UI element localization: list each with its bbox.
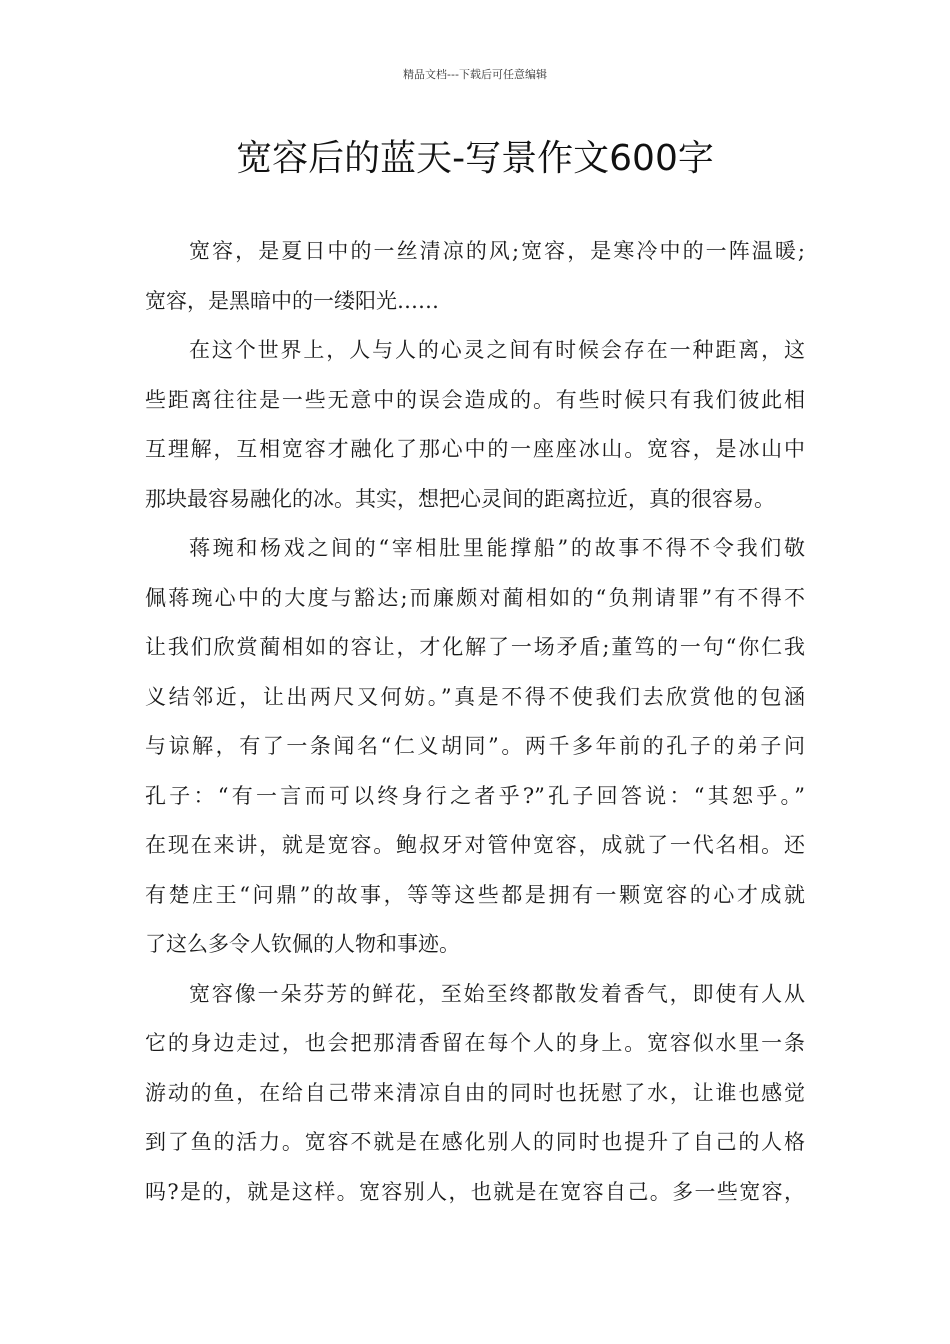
paragraph-line: 那块最容易融化的冰。其实，想把心灵间的距离拉近，真的很容易。 [145, 486, 775, 511]
paragraph-line: 些距离往往是一些无意中的误会造成的。有些时候只有我们彼此相 [145, 387, 805, 412]
paragraph-line: 宽容像一朵芬芳的鲜花，至始至终都散发着香气，即使有人从 [189, 981, 805, 1006]
paragraph-line: 到了鱼的活力。宽容不就是在感化别人的同时也提升了自己的人格 [145, 1130, 805, 1154]
paragraph-line: 孔子：“有一言而可以终身行之者乎?”孔子回答说：“其恕乎。” [145, 783, 805, 808]
paragraph-line: 蒋琬和杨戏之间的“宰相肚里能撑船”的故事不得不令我们敬 [189, 536, 805, 560]
paragraph-line: 吗?是的，就是这样。宽容别人，也就是在宽容自己。多一些宽容， [145, 1179, 805, 1204]
paragraph-line: 在现在来讲，就是宽容。鲍叔牙对管仲宽容，成就了一代名相。还 [145, 833, 805, 857]
paragraph-line: 它的身边走过，也会把那清香留在每个人的身上。宽容似水里一条 [145, 1031, 805, 1055]
paragraph-line: 在这个世界上，人与人的心灵之间有时候会存在一种距离，这 [189, 338, 805, 362]
page-header: 精品文档---下载后可任意编辑 [403, 68, 547, 81]
article-body [145, 233, 805, 1223]
paragraph-line: 互理解，互相宽容才融化了那心中的一座座冰山。宽容，是冰山中 [145, 437, 805, 461]
paragraph-line: 宽容，是夏日中的一丝清凉的风;宽容，是寒冷中的一阵温暖; [189, 239, 805, 263]
paragraph-line: 有楚庄王“问鼎”的故事，等等这些都是拥有一颗宽容的心才成就 [145, 882, 805, 907]
paragraph-line: 游动的鱼，在给自己带来清凉自由的同时也抚慰了水，让谁也感觉 [145, 1080, 805, 1105]
paragraph-line: 义结邻近，让出两尺又何妨。”真是不得不使我们去欣赏他的包涵 [145, 684, 805, 709]
paragraph-line: 宽容，是黑暗中的一缕阳光…… [145, 288, 439, 313]
paragraph-line: 了这么多令人钦佩的人物和事迹。 [145, 932, 460, 956]
paragraph-line: 与谅解，有了一条闻名“仁义胡同”。两千多年前的孔子的弟子问 [145, 734, 805, 758]
document-title: 宽容后的蓝天-写景作文600字 [236, 138, 714, 179]
paragraph-line: 佩蒋琬心中的大度与豁达;而廉颇对蔺相如的“负荆请罪”有不得不 [145, 585, 805, 610]
paragraph-line: 让我们欣赏蔺相如的容让，才化解了一场矛盾;董笃的一句“你仁我 [145, 635, 805, 659]
